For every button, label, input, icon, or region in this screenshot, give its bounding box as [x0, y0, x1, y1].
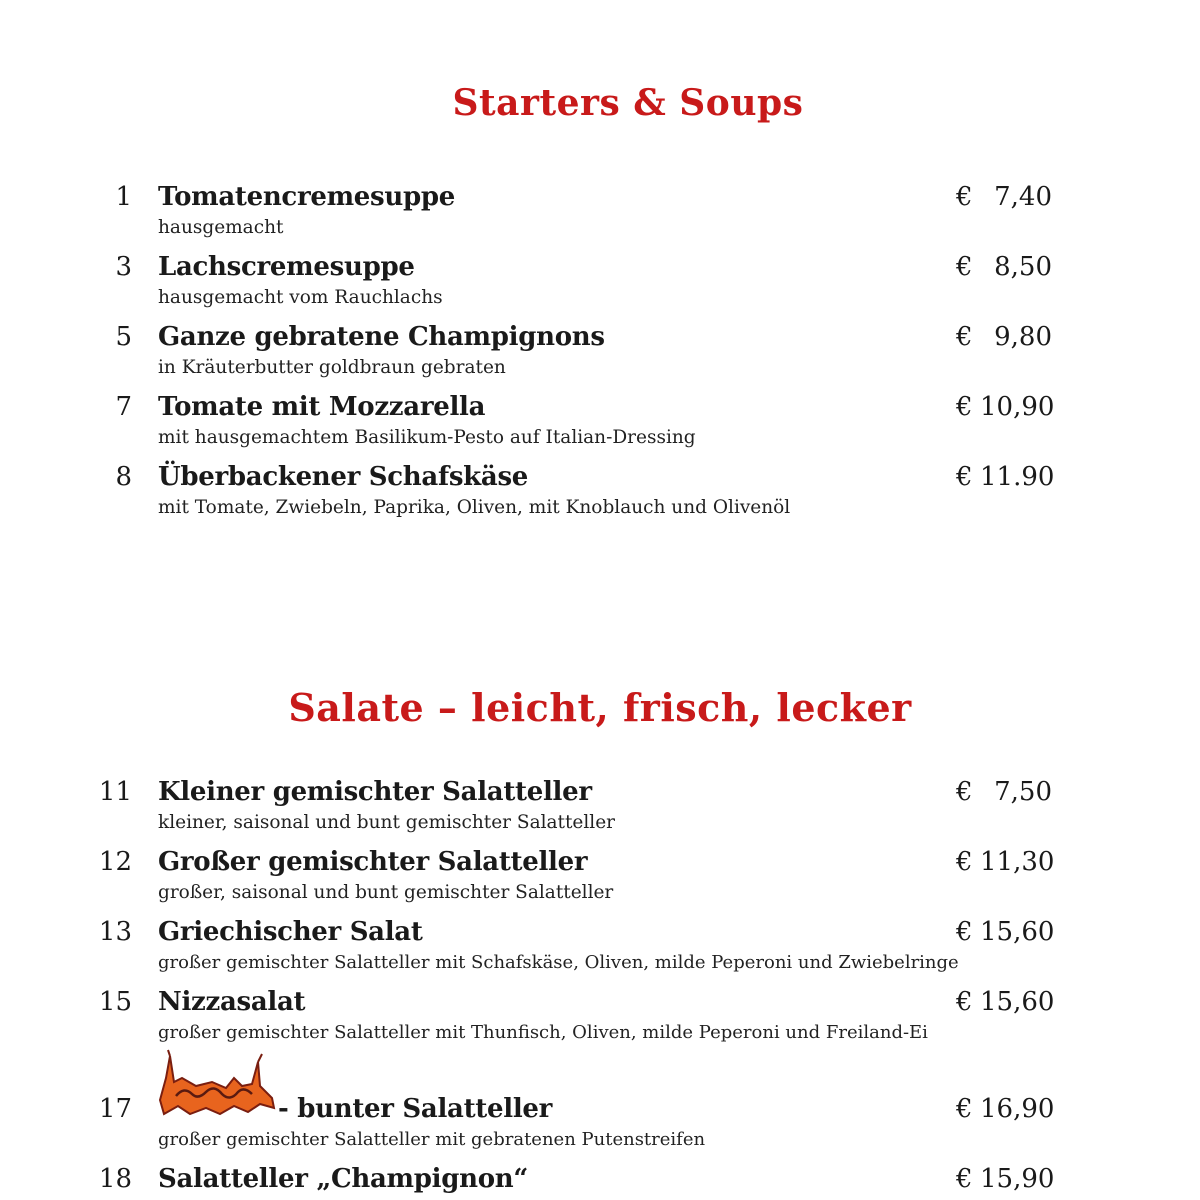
menu-item [0, 460, 1200, 530]
item-name: Lachscremesuppe [158, 252, 415, 282]
item-number: 13 [98, 917, 132, 947]
menu-item [0, 985, 1200, 1055]
item-name: Großer gemischter Salatteller [158, 847, 588, 877]
item-price: 11.90 [980, 462, 1055, 492]
menu-item [0, 915, 1200, 985]
item-number: 15 [98, 987, 132, 1017]
item-description: mit hausgemachtem Basilikum-Pesto auf Italian-Dressing [158, 427, 696, 448]
item-price: 7,50 [994, 777, 1052, 807]
currency-symbol: € [956, 777, 973, 807]
item-number: 3 [115, 252, 132, 282]
item-price: 15,60 [980, 987, 1055, 1017]
menu-item [0, 845, 1200, 915]
section-title-starters: Starters & Soups [452, 82, 804, 124]
currency-symbol: € [956, 1164, 973, 1194]
item-price: 10,90 [980, 392, 1055, 422]
item-number: 17 [98, 1094, 132, 1124]
currency-symbol: € [956, 847, 973, 877]
item-name: Tomatencremesuppe [158, 182, 455, 212]
item-name: Tomate mit Mozzarella [158, 392, 486, 422]
item-number: 5 [115, 322, 132, 352]
item-description: großer, saisonal und bunt gemischter Salatteller [158, 882, 614, 903]
item-name: Nizzasalat [158, 987, 306, 1017]
item-number: 11 [98, 777, 132, 807]
menu-item [0, 775, 1200, 845]
currency-symbol: € [956, 182, 973, 212]
item-name: Ganze gebratene Champignons [158, 322, 605, 352]
item-description: mit Tomate, Zwiebeln, Paprika, Oliven, mit Knoblauch und Olivenöl [158, 497, 791, 518]
currency-symbol: € [956, 322, 973, 352]
currency-symbol: € [956, 1094, 973, 1124]
currency-symbol: € [956, 987, 973, 1017]
item-name: - bunter Salatteller [278, 1094, 553, 1124]
menu-item [0, 250, 1200, 320]
item-description: großer gemischter Salatteller mit gebratenen Putenstreifen [158, 1129, 706, 1150]
item-price: 7,40 [994, 182, 1052, 212]
menu-item [0, 1162, 1200, 1200]
menu-item [0, 1092, 1200, 1162]
item-price: 15,60 [980, 917, 1055, 947]
item-description: hausgemacht vom Rauchlachs [158, 287, 443, 308]
item-price: 16,90 [980, 1094, 1055, 1124]
restaurant-logo [156, 1048, 278, 1122]
item-description: hausgemacht [158, 217, 284, 238]
item-name: Kleiner gemischter Salatteller [158, 777, 592, 807]
currency-symbol: € [956, 462, 973, 492]
item-number: 18 [98, 1164, 132, 1194]
item-number: 7 [115, 392, 132, 422]
menu-item [0, 180, 1200, 250]
section-title-salads: Salate – leicht, frisch, lecker [288, 685, 912, 730]
currency-symbol: € [956, 917, 973, 947]
item-number: 8 [115, 462, 132, 492]
menu-item [0, 390, 1200, 460]
item-price: 15,90 [980, 1164, 1055, 1194]
item-description: großer gemischter Salatteller mit Schafskäse, Oliven, milde Peperoni und Zwiebelringe [158, 952, 959, 973]
currency-symbol: € [956, 252, 973, 282]
item-number: 1 [115, 182, 132, 212]
item-name: Überbackener Schafskäse [158, 462, 529, 492]
item-description: großer gemischter Salatteller mit Thunfisch, Oliven, milde Peperoni und Freiland-Ei [158, 1022, 928, 1043]
item-price: 11,30 [980, 847, 1055, 877]
item-price: 9,80 [994, 322, 1052, 352]
item-description: in Kräuterbutter goldbraun gebraten [158, 357, 506, 378]
item-description: kleiner, saisonal und bunt gemischter Salatteller [158, 812, 615, 833]
item-price: 8,50 [994, 252, 1052, 282]
item-number: 12 [98, 847, 132, 877]
menu-item [0, 320, 1200, 390]
item-name: Salatteller „Champignon“ [158, 1164, 529, 1194]
currency-symbol: € [956, 392, 973, 422]
item-name: Griechischer Salat [158, 917, 423, 947]
